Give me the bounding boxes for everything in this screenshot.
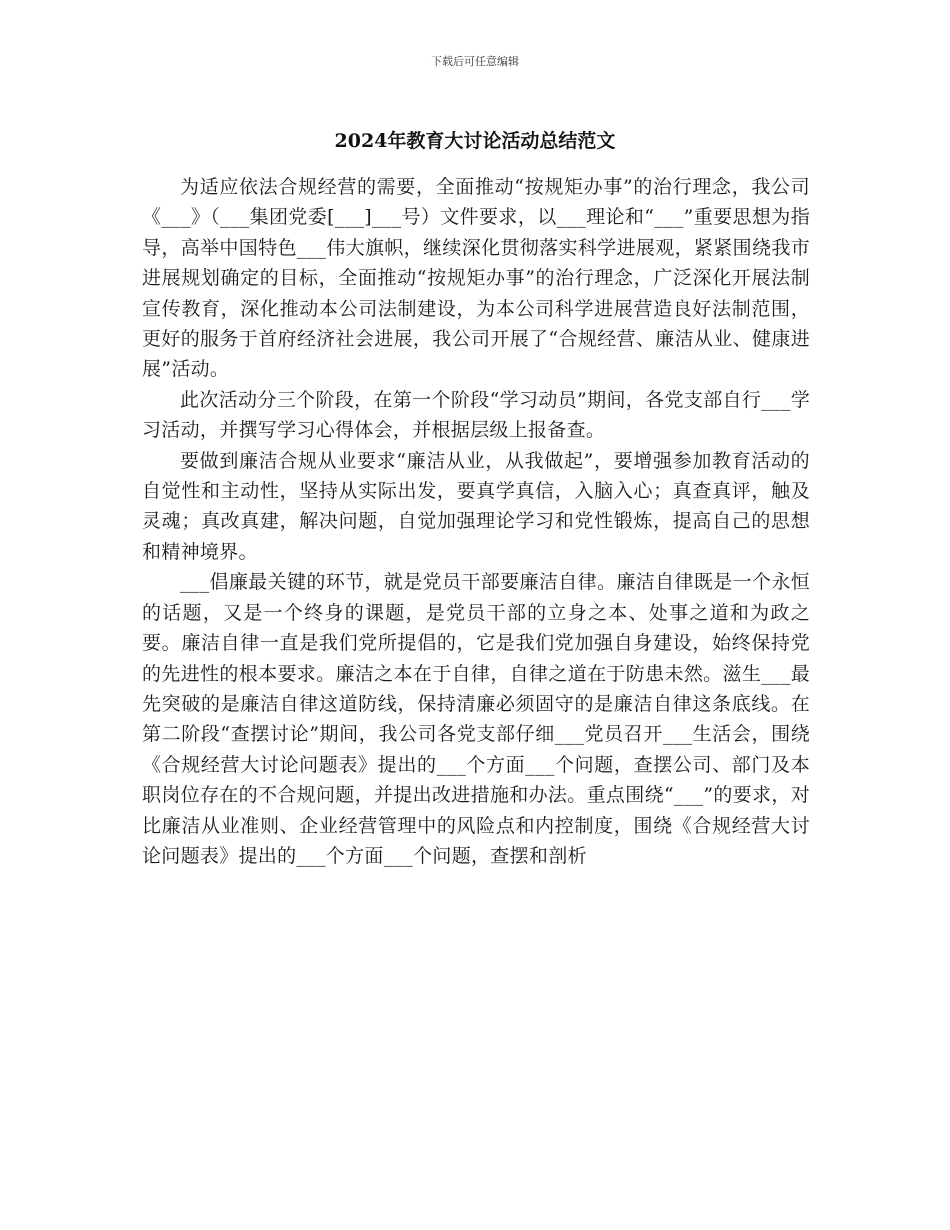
- paragraph: ___倡廉最关键的环节，就是党员干部要廉洁自律。廉洁自律既是一个永恒的话题，又是一个终身的课题，是党员干部的立身之本、处事之道和为政之要。廉洁自律一直是我们党所提倡的，它是我们党加强自身建设，始终保持党的先进性的根本要求。廉洁之本在于自律，自律之道在于防患未然。滋生___最先突破的是廉洁自律这道防线，保持清廉必须固守的是廉洁自律这条底线。在第二阶段“查摆讨论”期间，我公司各党支部仔细___党员召开___生活会，围绕《合规经营大讨论问题表》提出的___个方面___个问题，查摆公司、部门及本职岗位存在的不合规问题，并提出改进措施和办法。重点围绕“___”的要求，对比廉洁从业准则、企业经营管理中的风险点和内控制度，围绕《合规经营大讨论问题表》提出的___个方面___个问题，查摆和剖析: [142, 571, 810, 867]
- header-note: 下载后可任意编辑: [431, 55, 519, 68]
- document-title: 2024年教育大讨论活动总结范文: [334, 130, 616, 152]
- paragraph: 为适应依法合规经营的需要，全面推动“按规矩办事”的治行理念，我公司《___》（___集团党委[___]___号）文件要求，以___理论和“___”重要思想为指导，高举中国特色___伟大旗帜，继续深化贯彻落实科学进展观，紧紧围绕我市进展规划确定的目标，全面推动“按规矩办事”的治行理念，广泛深化开展法制宣传教育，深化推动本公司法制建设，为本公司科学进展营造良好法制范围，更好的服务于首府经济社会进展，我公司开展了“合规经营、廉洁从业、健康进展”活动。: [142, 176, 810, 381]
- paragraph: 此次活动分三个阶段，在第一个阶段“学习动员”期间，各党支部自行___学习活动，并撰写学习心得体会，并根据层级上报备查。: [142, 388, 810, 442]
- document-body: [142, 172, 810, 871]
- paragraph: 要做到廉洁合规从业要求“廉洁从业，从我做起”，要增强参加教育活动的自觉性和主动性，坚持从实际出发，要真学真信，入脑入心；真查真评，触及灵魂；真改真建，解决问题，自觉加强理论学习和党性锻炼，提高自己的思想和精神境界。: [142, 449, 810, 563]
